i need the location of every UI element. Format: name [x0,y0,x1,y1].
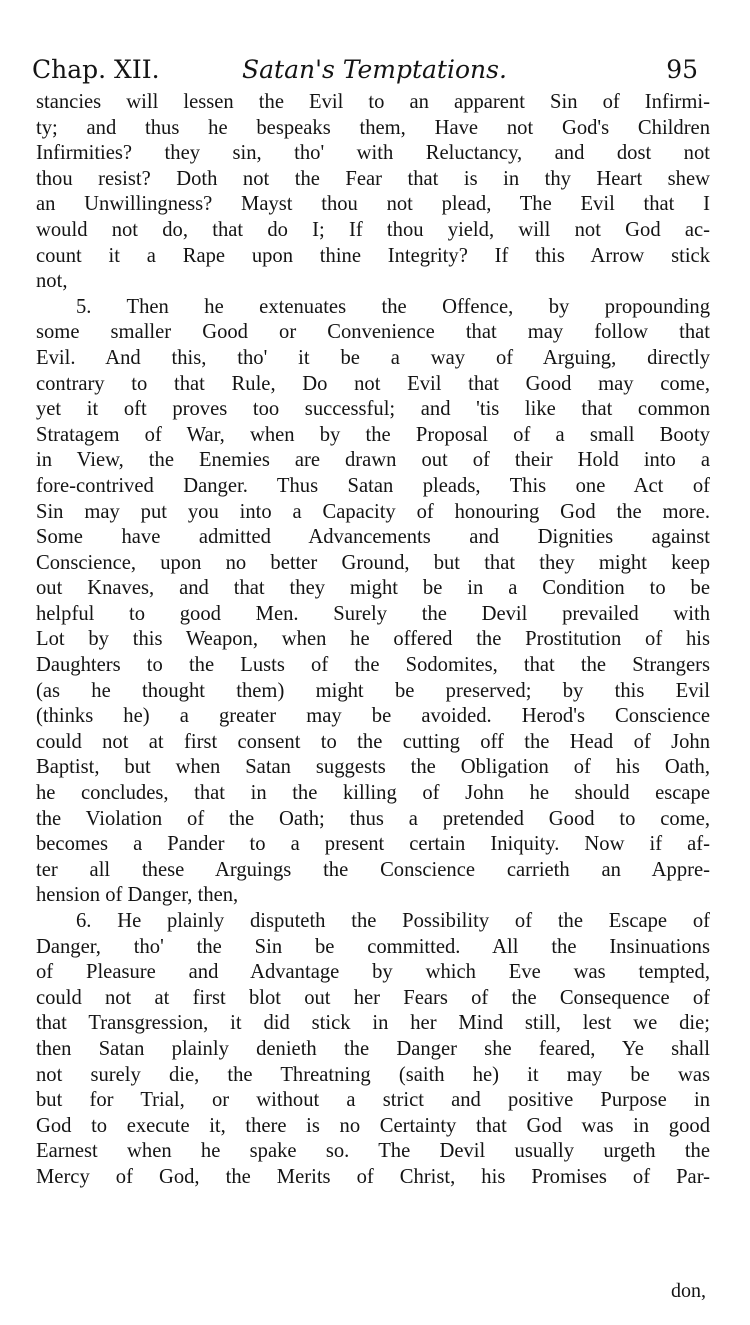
text-line: Evil. And this, tho' it be a way of Arguing, directly [36,346,710,369]
text-line: Some have admitted Advancements and Dignities against [36,526,710,549]
text-line: the Violation of the Oath; thus a pretended Good to come, [36,807,710,830]
text-line: (thinks he) a greater may be avoided. Herod's Conscience [36,705,710,728]
text-line: not surely die, the Threatning (saith he) it may be was [36,1063,710,1086]
text-line: in View, the Enemies are drawn out of their Hold into a [36,449,710,472]
text-line: Earnest when he spake so. The Devil usually urgeth the [36,1140,710,1163]
text-line: not, [36,270,68,293]
text-line: Mercy of God, the Merits of Christ, his Promises of Par- [36,1165,710,1188]
text-line: but for Trial, or without a strict and positive Purpose in [36,1089,710,1112]
text-line: helpful to good Men. Surely the Devil prevailed with [36,602,710,625]
text-line: ty; and thus he bespeaks them, Have not God's Children [36,116,710,139]
text-line: Sin may put you into a Capacity of honouring God the more. [36,500,710,523]
text-line: yet it oft proves too successful; and 'tis like that common [36,398,710,421]
text-line: Infirmities? they sin, tho' with Reluctancy, and dost not [36,142,710,165]
text-line: fore-contrived Danger. Thus Satan pleads, This one Act of [36,474,710,497]
text-line: then Satan plainly denieth the Danger she feared, Ye shall [36,1037,710,1060]
page-number: 95 [666,55,698,84]
text-line: ter all these Arguings the Conscience carrieth an Appre- [36,858,710,881]
text-line: that Transgression, it did stick in her Mind still, lest we die; [36,1012,710,1035]
running-header [32,50,698,90]
text-line: Stratagem of War, when by the Proposal of a small Booty [36,423,710,446]
text-line: hension of Danger, then, [36,884,239,907]
body-text [36,90,710,1191]
running-title: Satan's Temptations. [242,55,507,84]
catchword: don, [671,1280,706,1302]
text-line: Danger, tho' the Sin be committed. All the Insinuations [36,935,710,958]
text-line: God to execute it, there is no Certainty that God was in good [36,1114,710,1137]
text-line: Lot by this Weapon, when he offered the Prostitution of his [36,628,710,651]
text-line: would not do, that do I; If thou yield, will not God ac- [36,218,710,241]
text-line: he concludes, that in the killing of John he should escape [36,782,710,805]
text-line: stancies will lessen the Evil to an apparent Sin of Infirmi- [36,91,710,113]
text-line: contrary to that Rule, Do not Evil that Good may come, [36,372,710,395]
paragraph-start-line: 6. He plainly disputeth the Possibility of the Escape of [76,910,710,932]
text-line: could not at first blot out her Fears of the Consequence of [36,986,710,1009]
text-line: some smaller Good or Convenience that may follow that [36,321,710,344]
text-line: Baptist, but when Satan suggests the Obligation of his Oath, [36,756,710,779]
text-line: of Pleasure and Advantage by which Eve was tempted, [36,961,710,984]
chapter-label: Chap. XII. [32,55,160,84]
text-line: thou resist? Doth not the Fear that is in thy Heart shew [36,167,710,190]
text-line: an Unwillingness? Mayst thou not plead, The Evil that I [36,193,710,216]
text-line: becomes a Pander to a present certain Iniquity. Now if af- [36,833,710,856]
text-line: could not at first consent to the cutting off the Head of John [36,730,710,753]
text-line: Daughters to the Lusts of the Sodomites, that the Strangers [36,654,710,677]
text-line: count it a Rape upon thine Integrity? If this Arrow stick [36,244,710,267]
paragraph-start-line: 5. Then he extenuates the Offence, by propounding [76,295,710,318]
text-line: (as he thought them) might be preserved; by this Evil [36,679,710,702]
text-line: Conscience, upon no better Ground, but that they might keep [36,551,710,574]
text-line: out Knaves, and that they might be in a Condition to be [36,577,710,600]
